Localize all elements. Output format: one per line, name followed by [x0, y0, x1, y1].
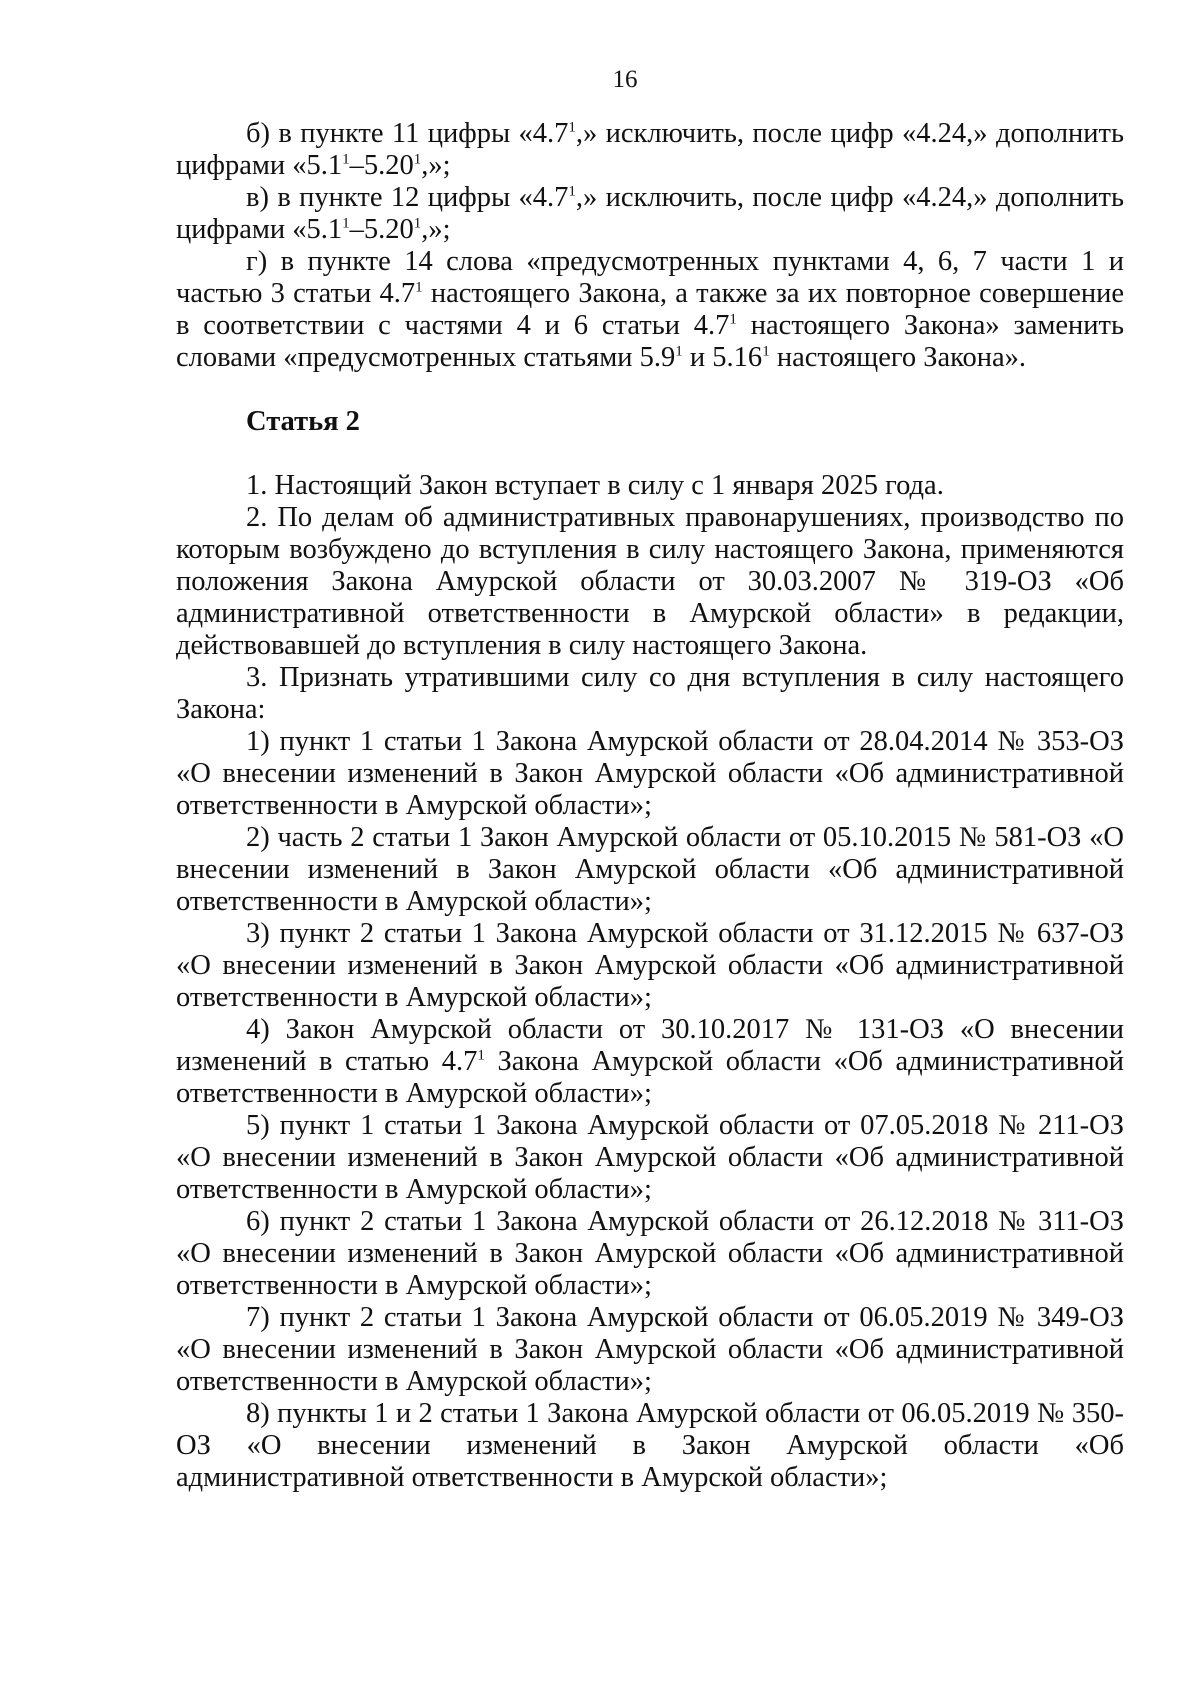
article-2-point-2: 2. По делам об административных правонарушениях, производство по которым возбуждено до вступления в силу настоящего Закона, применяются положения Закона Амурской области от 30.03.2007 № 319-ОЗ «Об административной ответственности в Амурской области» в редакции, действовавшей до вступления в силу настоящего Закона. [176, 502, 1124, 661]
repealed-law-item-5: 5) пункт 1 статьи 1 Закона Амурской области от 07.05.2018 № 211-ОЗ «О внесении изменений в Закон Амурской области «Об административной ответственности в Амурской области»; [176, 1110, 1124, 1205]
repealed-law-item-7: 7) пункт 2 статьи 1 Закона Амурской области от 06.05.2019 № 349-ОЗ «О внесении изменений в Закон Амурской области «Об административной ответственности в Амурской области»; [176, 1302, 1124, 1397]
repealed-law-item-4: 4) Закон Амурской области от 30.10.2017 № 131-ОЗ «О внесении изменений в статью $4.7^1$ Закона Амурской области «Об административной ответственности в Амурской области»; [176, 1014, 1124, 1109]
amendment-item-v: в) в пункте 12 цифры «$4.7^1$,» исключить, после цифр «4.24,» дополнить цифрами «$5.1^1-5.20^1$,»; [176, 182, 1124, 245]
repealed-law-item-3: 3) пункт 2 статьи 1 Закона Амурской области от 31.12.2015 № 637-ОЗ «О внесении изменений в Закон Амурской области «Об административной ответственности в Амурской области»; [176, 918, 1124, 1013]
article-2-heading: Статья 2 [246, 406, 360, 437]
page-number: 16 [612, 66, 638, 93]
amendment-item-g: г) в пункте 14 слова «предусмотренных пунктами 4, 6, 7 части 1 и частью 3 статьи $4.7^1$ настоящего Закона, а также за их повторное совершение в соответствии с частями 4 и 6 статьи $4.7^1$ настоящего Закона» заменить словами «предусмотренных статьями $5.9^1$ и 5.16$^1$ настоящего Закона». [176, 246, 1124, 373]
repealed-law-item-6: 6) пункт 2 статьи 1 Закона Амурской области от 26.12.2018 № 311-ОЗ «О внесении изменений в Закон Амурской области «Об административной ответственности в Амурской области»; [176, 1206, 1124, 1301]
article-2-point-1: 1. Настоящий Закон вступает в силу с 1 января 2025 года. [246, 470, 944, 501]
repealed-law-item-2: 2) часть 2 статьи 1 Закон Амурской области от 05.10.2015 № 581-ОЗ «О внесении изменений в Закон Амурской области «Об административной ответственности в Амурской области»; [176, 822, 1124, 917]
document-body [176, 118, 1124, 1494]
article-2-point-3: 3. Признать утратившими силу со дня вступления в силу настоящего Закона: [176, 662, 1124, 725]
repealed-law-item-8: 8) пункты 1 и 2 статьи 1 Закона Амурской области от 06.05.2019 № 350-ОЗ «О внесении изменений в Закон Амурской области «Об административной ответственности в Амурской области»; [176, 1398, 1124, 1493]
amendment-item-b: б) в пункте 11 цифры «$4.7^1$,» исключить, после цифр «4.24,» дополнить цифрами «$5.1^1-5.20^1$,»; [176, 118, 1124, 181]
repealed-law-item-1: 1) пункт 1 статьи 1 Закона Амурской области от 28.04.2014 № 353-ОЗ «О внесении изменений в Закон Амурской области «Об административной ответственности в Амурской области»; [176, 726, 1124, 821]
